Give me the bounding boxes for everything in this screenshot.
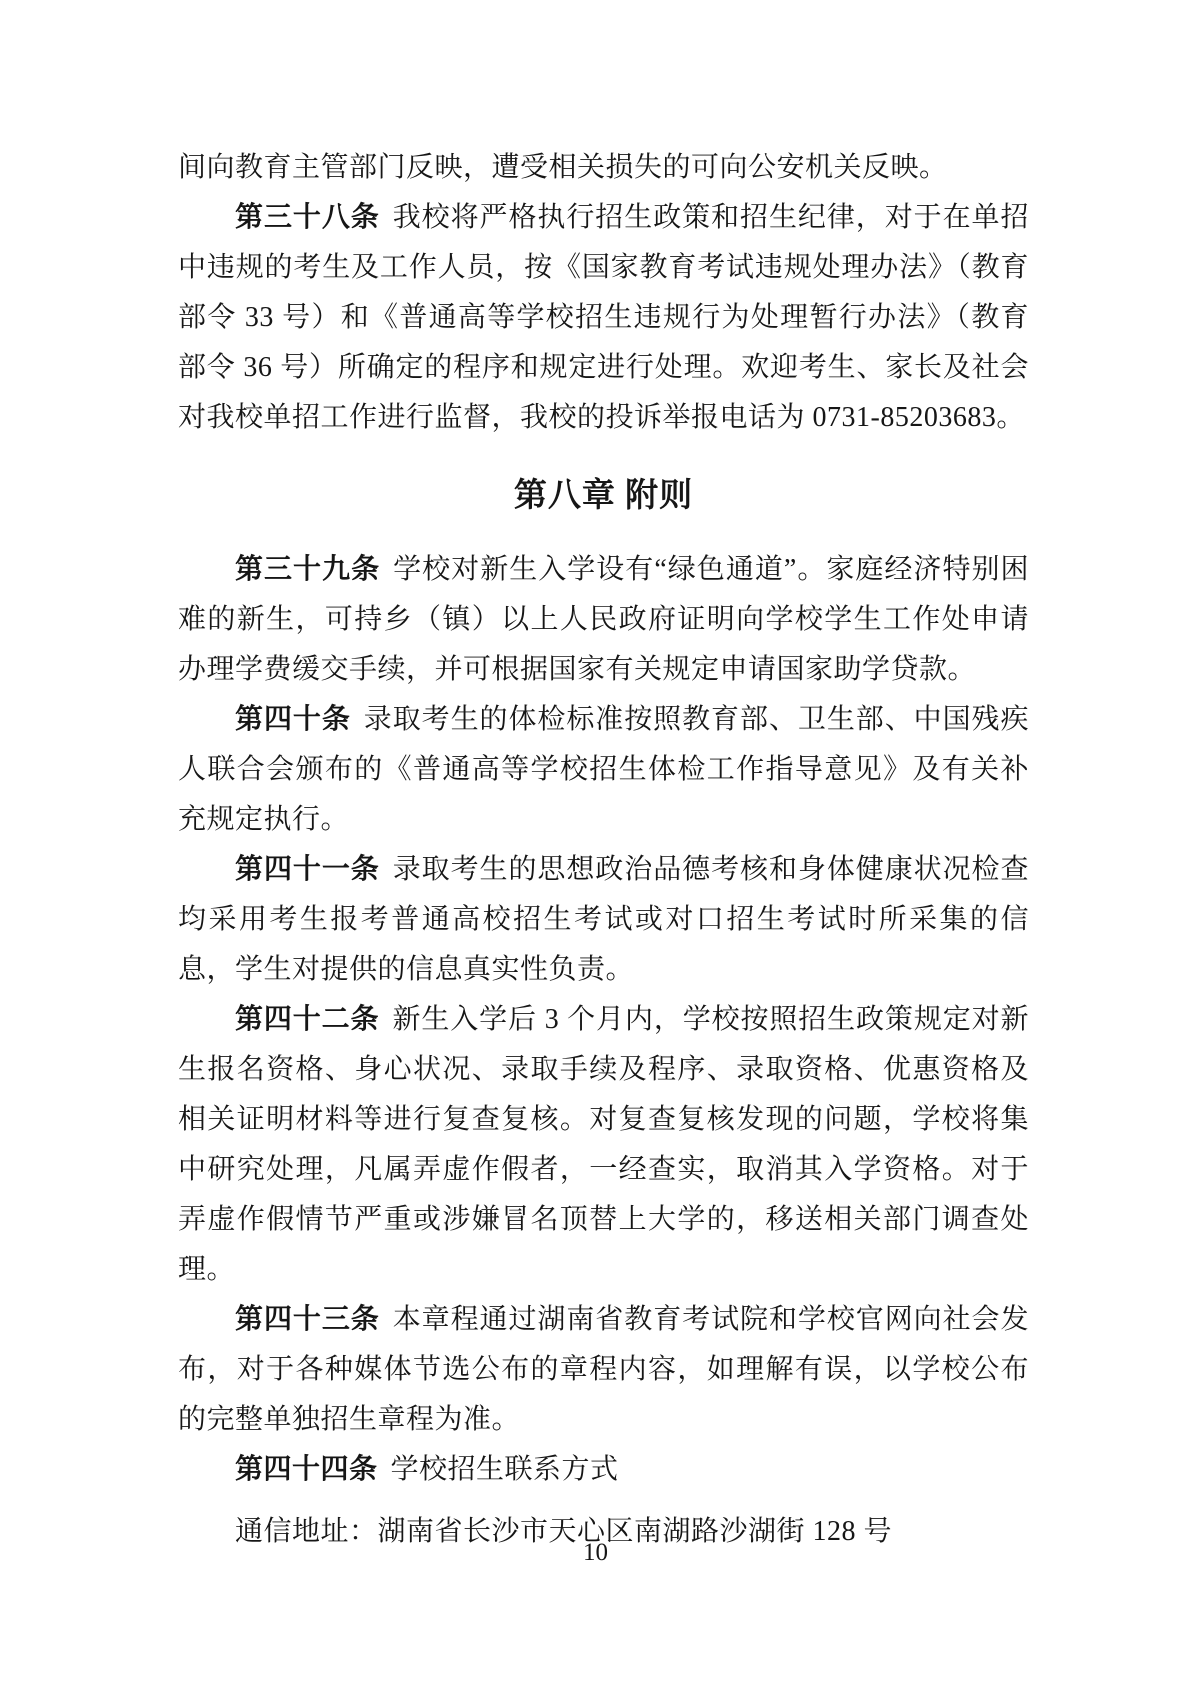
article-paragraph: 第四十一条 录取考生的思想政治品德考核和身体健康状况检查均采用考生报考普通高校招生考试或对口招生考试时所采集的信息，学生对提供的信息真实性负责。: [178, 854, 1029, 985]
article-paragraph: 第四十三条 本章程通过湖南省教育考试院和学校官网向社会发布，对于各种媒体节选公布的章程内容，如理解有误，以学校公布的完整单独招生章程为准。: [178, 1304, 1029, 1435]
article-number: 第四十条: [235, 704, 351, 735]
article-paragraph: 第三十九条 学校对新生入学设有“绿色通道”。家庭经济特别困难的新生，可持乡（镇）以上人民政府证明向学校学生工作处申请办理学费缓交手续，并可根据国家有关规定申请国家助学贷款。: [178, 554, 1029, 685]
article-number: 第四十二条: [235, 1004, 380, 1035]
article-number: 第四十三条: [235, 1304, 380, 1335]
document-body: [178, 143, 1029, 1557]
article-paragraph: 第四十二条 新生入学后 3 个月内，学校按照招生政策规定对新生报名资格、身心状况、录取手续及程序、录取资格、优惠资格及相关证明材料等进行复查复核。对复查复核发现的问题，学校将集中研究处理，凡属弄虚作假者，一经查实，取消其入学资格。对于弄虚作假情节严重或涉嫌冒名顶替上大学的，移送相关部门调查处理。: [178, 1004, 1029, 1285]
article-number: 第三十九条: [235, 554, 381, 585]
article-number: 第四十一条: [235, 854, 380, 885]
article-paragraph: 第四十条 录取考生的体检标准按照教育部、卫生部、中国残疾人联合会颁布的《普通高等学校招生体检工作指导意见》及有关补充规定执行。: [178, 704, 1029, 835]
article-paragraph: 第三十八条 我校将严格执行招生政策和招生纪律，对于在单招中违规的考生及工作人员，按《国家教育考试违规处理办法》（教育部令 33 号）和《普通高等学校招生违规行为处理暂行办法》（教育部令 36 号）所确定的程序和规定进行处理。欢迎考生、家长及社会对我校单招工作进行监督，我校的投诉举报电话为 0731-85203683。: [178, 202, 1029, 433]
article-number: 第四十四条: [235, 1454, 378, 1485]
chapter-heading: 第八章 附则: [513, 478, 694, 514]
body-paragraph: 间向教育主管部门反映，遭受相关损失的可向公安机关反映。: [178, 152, 948, 183]
body-paragraph: 通信地址：湖南省长沙市天心区南湖路沙湖街 128 号: [235, 1516, 893, 1547]
page-number: 10: [583, 1539, 608, 1566]
article-number: 第三十八条: [235, 202, 380, 233]
article-paragraph: 第四十四条 学校招生联系方式: [235, 1454, 619, 1485]
